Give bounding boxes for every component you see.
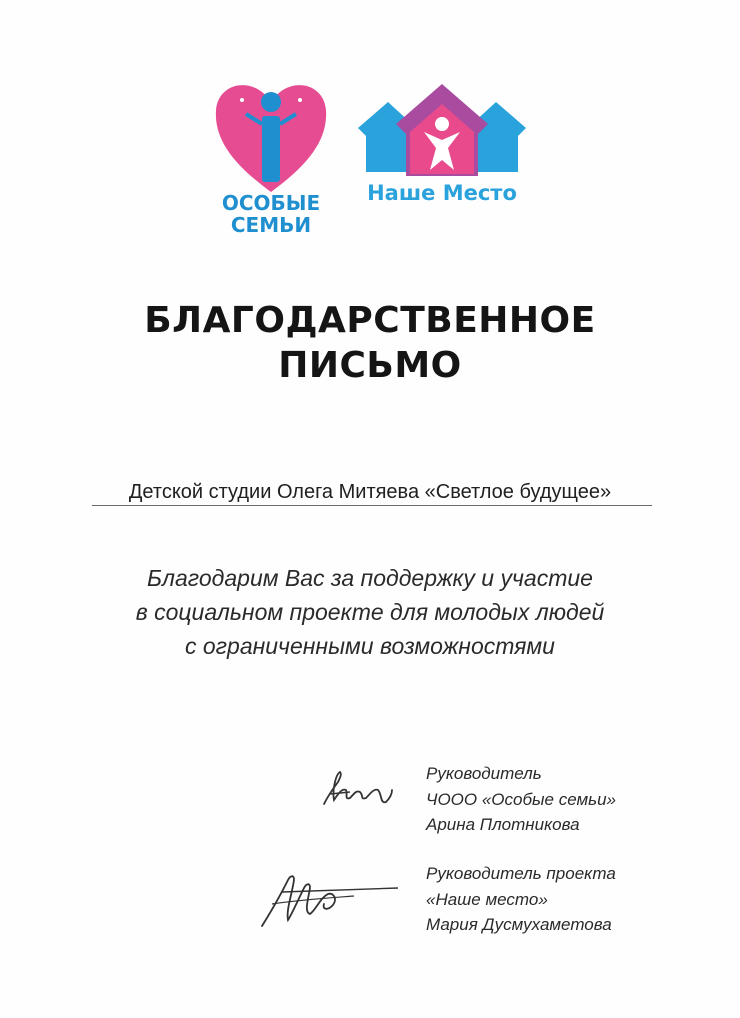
house-left xyxy=(358,102,412,172)
logo-nm-text: Наше Место xyxy=(367,181,517,205)
message-line-2: в социальном проекте для молодых людей xyxy=(135,599,605,625)
signer2-position: Руководитель проекта xyxy=(426,864,616,883)
signer1-position: Руководитель xyxy=(426,764,542,783)
person-head xyxy=(261,92,281,112)
title-line-1: БЛАГОДАРСТВЕННОЕ xyxy=(144,300,596,341)
signature-dusmukhametova xyxy=(258,870,408,930)
person-body xyxy=(262,116,280,182)
nashe-mesto-logo xyxy=(350,80,535,210)
signer1-name: Арина Плотникова xyxy=(426,815,580,834)
figure-head xyxy=(435,117,449,131)
signer2-project: «Наше место» xyxy=(426,890,548,909)
osobye-semi-logo xyxy=(204,70,339,240)
message-line-1: Благодарим Вас за поддержку и участие xyxy=(147,565,593,591)
house-right xyxy=(472,102,526,172)
signer2-name: Мария Дусмухаметова xyxy=(426,915,612,934)
signer1-organization: ЧООО «Особые семьи» xyxy=(426,790,616,809)
logo-os-line1: ОСОБЫЕ xyxy=(221,191,321,215)
recipient-underline xyxy=(92,505,652,506)
title-line-2: ПИСЬМО xyxy=(278,345,462,386)
recipient: Детской студии Олега Митяева «Светлое будущее» xyxy=(128,481,612,503)
logo-os-line2: СЕМЬИ xyxy=(230,213,312,237)
message-line-3: с ограниченными возможностями xyxy=(185,633,555,659)
signature-plotnikova xyxy=(320,760,395,810)
